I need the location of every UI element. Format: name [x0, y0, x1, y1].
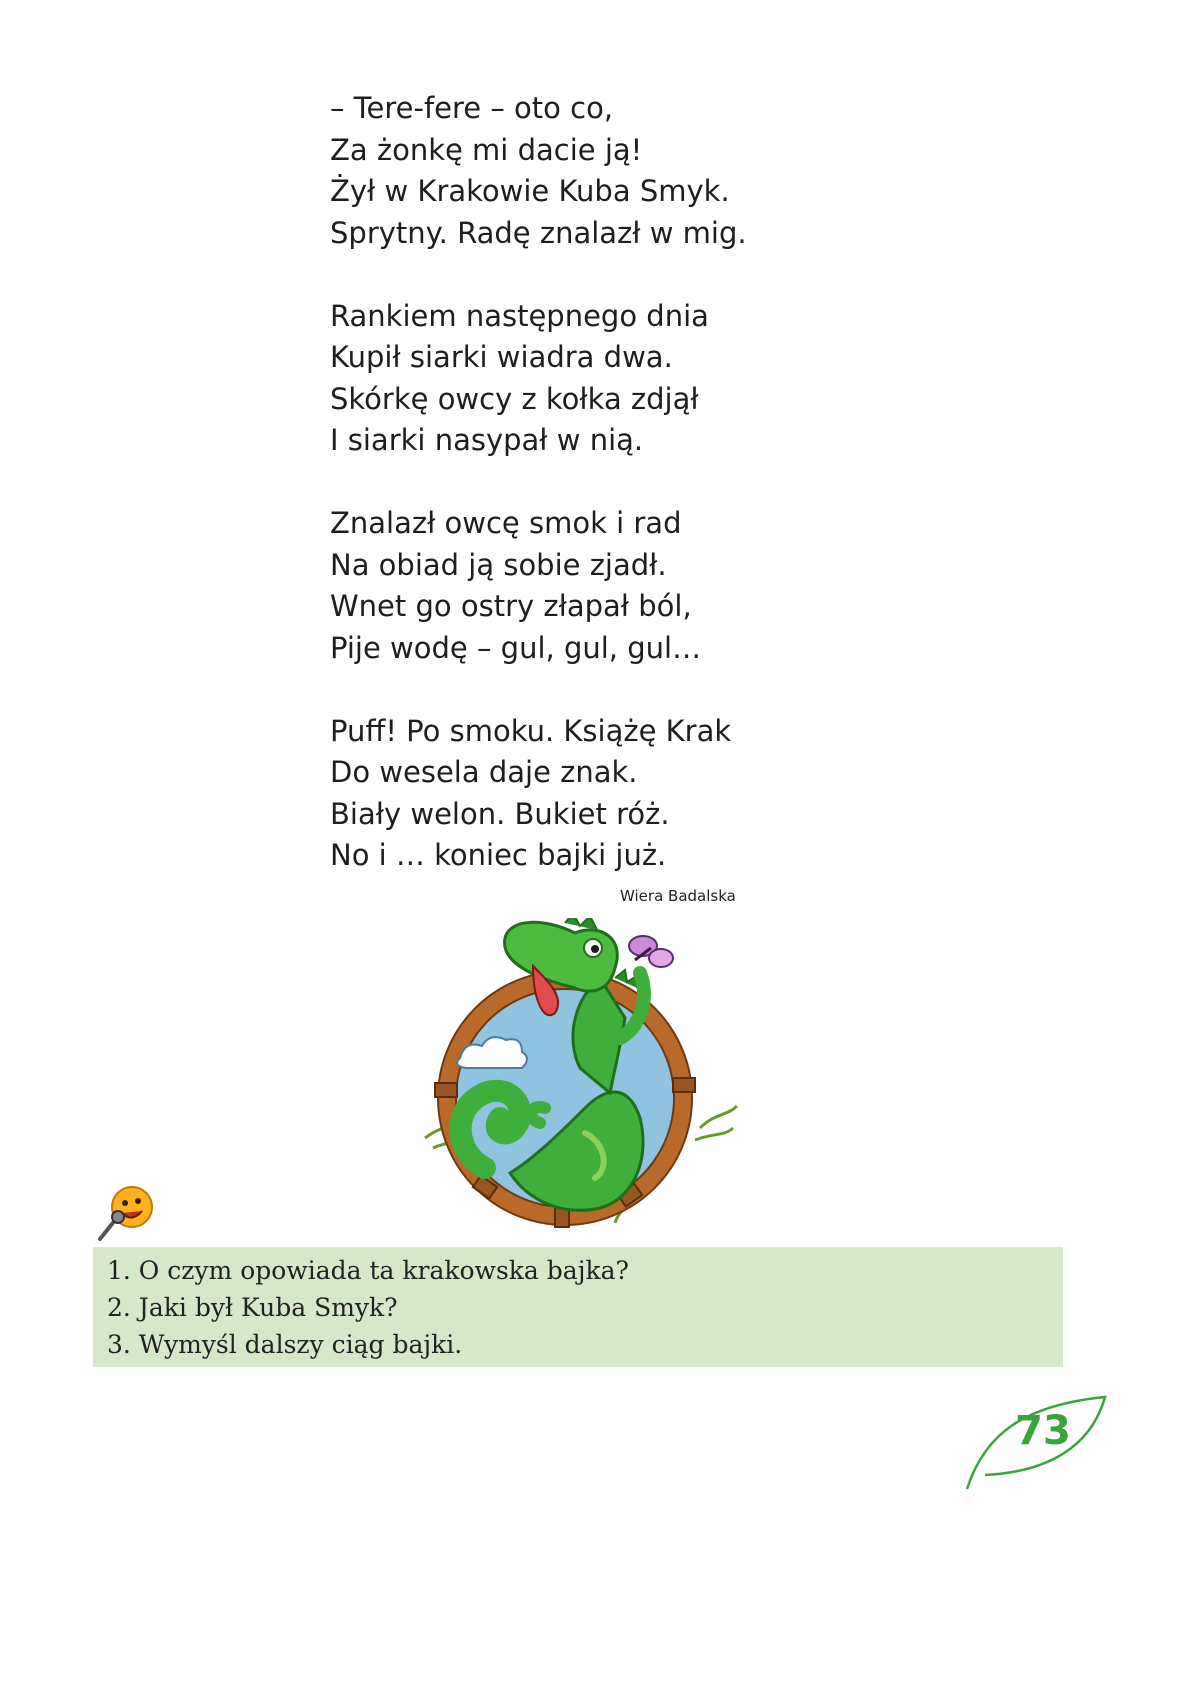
poem-author: Wiera Badalska: [620, 887, 736, 905]
poem-line: Kupił siarki wiadra dwa.: [330, 340, 673, 374]
poem-line: Wnet go ostry złapał ból,: [330, 589, 692, 623]
smiley-with-microphone-icon: [94, 1183, 162, 1243]
poem-line: Żył w Krakowie Kuba Smyk.: [330, 174, 730, 208]
poem-line: Pije wodę – gul, gul, gul…: [330, 630, 702, 665]
poem-line: I siarki nasypał w nią.: [330, 423, 644, 457]
question-item: 1. O czym opowiada ta krakowska bajka?: [107, 1256, 629, 1285]
poem-stanza: [330, 88, 800, 254]
question-item: 2. Jaki był Kuba Smyk?: [107, 1293, 398, 1322]
poem-line: No i … koniec bajki już.: [330, 838, 667, 872]
poem-line: Biały welon. Bukiet róż.: [330, 796, 670, 831]
question-item: 3. Wymyśl dalszy ciąg bajki.: [107, 1330, 463, 1359]
questions-box: [93, 1247, 1063, 1367]
poem-stanza: [330, 711, 800, 877]
poem-line: Za żonkę mi dacie ją!: [330, 132, 643, 167]
poem-line: Puff! Po smoku. Książę Krak: [330, 713, 732, 748]
poem-stanza: [330, 296, 800, 462]
butterfly-icon: [629, 936, 673, 967]
dragon-in-round-frame-illustration: [415, 918, 745, 1230]
poem-stanza: [330, 503, 800, 669]
poem-line: Znalazł owcę smok i rad: [330, 506, 682, 540]
page-number: 73: [1015, 1408, 1071, 1454]
poem-line: Skórkę owcy z kołka zdjął: [330, 381, 699, 416]
poem: [330, 88, 800, 918]
poem-line: Rankiem następnego dnia: [330, 298, 709, 333]
poem-line: – Tere-fere – oto co,: [330, 91, 614, 125]
poem-line: Do wesela daje znak.: [330, 755, 638, 789]
poem-line: Na obiad ją sobie zjadł.: [330, 547, 667, 582]
poem-line: Sprytny. Radę znalazł w mig.: [330, 215, 747, 250]
